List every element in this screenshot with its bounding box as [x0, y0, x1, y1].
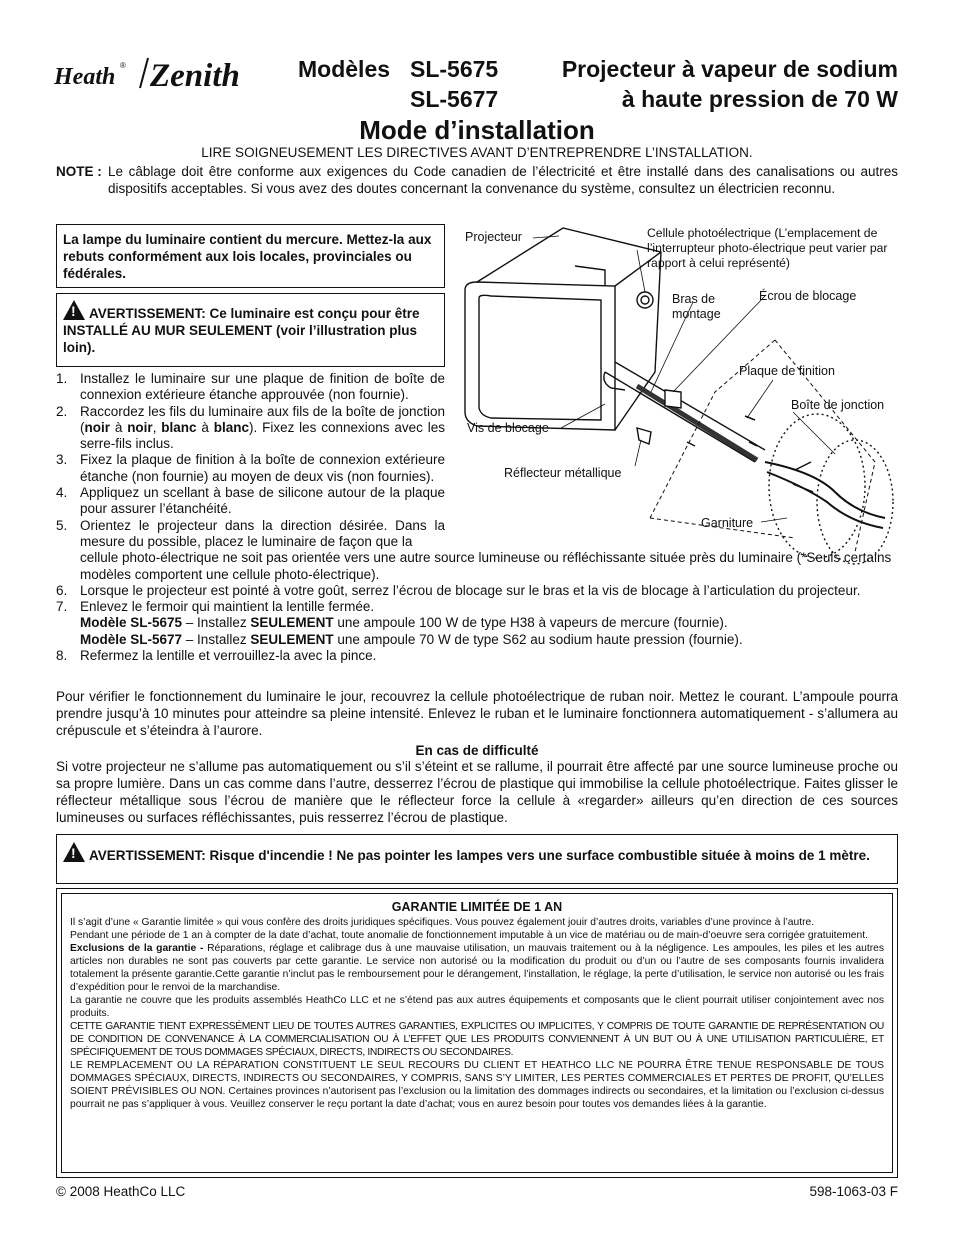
- product-line-2: à haute pression de 70 W: [621, 86, 898, 112]
- warranty-title: GARANTIE LIMITÉE DE 1 AN: [391, 900, 563, 914]
- warranty-p6: LE REMPLACEMENT OU LA RÉPARATION CONSTITUENT LE SEUL RECOURS DU CLIENT ET HEATHCO LLC NE POURRA ÊTRE TENUE RESPONSABLE DE TOUS DOMMAGES SPÉCIAUX, DIRECTS, INDIRECTS OU SECONDAIRES, Y COMPRIS, SANS S’Y LIMITER, LES PERTES COMMERCIALES ET PERTES DE PROFIT, QU’ELLES SOIENT PRÉVISIBLES OU NON. Certaines provinces n’autorisent pas l’exclusion ou la limitation des dommages indirects ou secondaires, et la limitation ou l’exclusion ci-dessus pourrait ne pas s’appliquer à vous. Veuillez conserver le reçu portant la date d’achat; vous en aurez besoin pour toutes vos demandes liées à la garantie.: [70, 1060, 884, 1110]
- step-7: 7. Enlevez le fermoir qui maintient la lentille fermée. Modèle SL-5675 – Installez SEULEMENT une ampoule 100 W de type H38 à vapeurs de mercure (fournie). Modèle SL-5677 – Installez SEULEMENT une ampoule 70 W de type S62 au sodium haute pression (fournie).: [56, 599, 743, 647]
- label-mounting-arm: Bras de montage: [672, 292, 721, 321]
- model-numbers: [298, 54, 498, 114]
- warning-icon: [63, 300, 85, 320]
- product-line-1: Projecteur à vapeur de sodium: [561, 56, 898, 82]
- difficulty-title: En cas de difficulté: [415, 743, 539, 758]
- label-photocell: Cellule photoélectrique (L’emplacement de l’interrupteur photo-électrique peut varier par rapport à celui représenté): [647, 226, 888, 270]
- mercury-box: La lampe du luminaire contient du mercure. Mettez-la aux rebuts conformément aux lois locales, provinciales ou fédérales.: [56, 224, 445, 288]
- warranty-p1: Il s’agit d’une « Garantie limitée » qui vous confère des droits juridiques spécifiques. Vous pouvez également jouir d’autres droits, variables d’une province à l’autre.: [70, 917, 815, 928]
- note: [56, 163, 898, 197]
- wall-mount-warning: [56, 293, 445, 367]
- models-label: Modèles: [298, 56, 391, 82]
- read-first-notice: LIRE SOIGNEUSEMENT LES DIRECTIVES AVANT D’ENTREPRENDRE L’INSTALLATION.: [201, 145, 753, 160]
- installation-diagram: [455, 222, 900, 567]
- warranty-p2: Pendant une période de 1 an à compter de la date d’achat, toute anomalie de fonctionnement imputable à un vice de matériau ou de main-d’oeuvre sera corrigée gratuitement.: [70, 930, 868, 941]
- copyright: © 2008 HeathCo LLC: [56, 1184, 186, 1199]
- part-number: 598-1063-03 F: [809, 1184, 898, 1199]
- svg-text:®: ®: [120, 61, 126, 70]
- product-title: [534, 54, 898, 114]
- heath-zenith-logo: [54, 52, 266, 94]
- label-lock-screw: Vis de blocage: [467, 421, 549, 435]
- svg-text:Heath: Heath: [54, 64, 116, 90]
- fire-warning-text: AVERTISSEMENT: Risque d'incendie ! Ne pas pointer les lampes vers une surface combustible située à moins de 1 mètre.: [89, 848, 870, 863]
- step-2: 2. Raccordez les fils du luminaire aux fils de la boîte de jonction (noir à noir, blanc à blanc). Fixez les connexions avec les serre-fils inclus.: [56, 403, 445, 452]
- step-3: 3. Fixez la plaque de finition à la boîte de connexion extérieure étanche (non fournie) au moyen de deux vis (non fournies).: [56, 452, 445, 484]
- warranty-p3: Exclusions de la garantie - Réparations, réglage et calibrage dus à une mauvaise utilisation, un mauvais traitement ou à la négligence. Les ampoules, les piles et les autres articles non durables ne sont pas couverts par cette garantie. Le service non autorisé ou la modification du produit ou d’un ou l’autre de ses composants fournis invalidera totalement la présente garantie.Cette garantie n’inclut pas le remboursement pour le dérangement, l’installation, le réglage, la perte d’utilisation, le service non autorisé ou les frais d’expédition pour le renvoi de la marchandise.: [70, 943, 884, 993]
- step-4: 4. Appliquez un scellant à base de silicone autour de la plaque pour assurer l’étanchéité.: [56, 485, 445, 517]
- label-gasket: Garniture: [701, 516, 754, 530]
- note-label: NOTE :: [56, 164, 102, 179]
- step-6: 6. Lorsque le projecteur est pointé à votre goût, serrez l’écrou de blocage sur le bras et la vis de blocage à l’articulation du projecteur.: [56, 582, 861, 598]
- model-sl-5675: SL-5675: [410, 56, 499, 82]
- floodlight-illustration: [455, 222, 900, 567]
- warranty-box: [56, 888, 898, 1178]
- label-reflector: Réflecteur métallique: [504, 466, 622, 480]
- label-cover-plate: Plaque de finition: [739, 364, 835, 378]
- step-5: 5. Orientez le projecteur dans la direction désirée. Dans la mesure du possible, placez le luminaire de façon que la cellule photo-électrique ne soit pas orientée vers une autre source lumineuse ou réfléchissante située près du luminaire (*Seuls certains modèles comportent une cellule photo-électrique).: [56, 517, 892, 582]
- label-junction-box: Boîte de jonction: [791, 398, 885, 412]
- svg-text:Zenith: Zenith: [150, 58, 240, 94]
- model-sl-5677: SL-5677: [410, 86, 499, 112]
- difficulty-text: Si votre projecteur ne s’allume pas automatiquement ou s’il s’éteint et se rallume, il pourrait être affecté par une source lumineuse proche ou sa propre lumière. Dans un cas comme dans l’autre, desserrez l’écrou de plastique qui immobilise la cellule photoélectrique. Faites glisser le réflecteur métallique sous l’écrou de manière que le réflecteur force la cellule à «regarder» ailleurs qu’en direction de ces sources lumineuses ou surfaces réfléchissantes, puis resserrez l’écrou de plastique.: [56, 759, 898, 825]
- warning-text: AVERTISSEMENT: Ce luminaire est conçu pour être INSTALLÉ AU MUR SEULEMENT (voir l’illustration plus loin).: [63, 306, 420, 355]
- check-paragraph: Pour vérifier le fonctionnement du luminaire le jour, recouvrez la cellule photoélectrique de ruban noir. Mettez le courant. L’ampoule pourra prendre jusqu’à 10 minutes pour atteindre sa pleine intensité. Enlevez le ruban et le luminaire fonctionnera automatiquement - s’allumera au crépuscule et s’éteindra à l’aurore.: [56, 689, 898, 738]
- warning-icon: [63, 842, 85, 862]
- fire-warning: [56, 834, 898, 884]
- label-locknut: Écrou de blocage: [759, 289, 857, 303]
- warranty-p5: CETTE GARANTIE TIENT EXPRESSÉMENT LIEU DE TOUTES AUTRES GARANTIES, EXPLICITES OU IMPLICITES, Y COMPRIS DE TOUTE GARANTIE DE REPRÉSENTATION OU DE CONDITION DE CONVENANCE À LA COMMERCIALISATION OU À L’EFFET QUE LES PRODUITS CONVIENNENT À UN BUT OU À UNE UTILISATION PARTICULIÈRE, ET SPÉCIFIQUEMENT DE TOUS DOMMAGES SPÉCIAUX, DIRECTS, INDIRECTS OU SECONDAIRES.: [70, 1021, 884, 1058]
- page-title: Mode d’installation: [359, 115, 595, 145]
- label-projector: Projecteur: [465, 230, 522, 244]
- warranty-p4: La garantie ne couvre que les produits assemblés HeathCo LLC et ne s’étend pas aux autres équipements et composants que le client pourrait utiliser conjointement avec nos produits.: [70, 995, 884, 1019]
- step-1: 1. Installez le luminaire sur une plaque de finition de boîte de connexion extérieure étanche approuvée (non fournie).: [56, 371, 445, 403]
- step-8: 8. Refermez la lentille et verrouillez-la avec la pince.: [56, 648, 377, 664]
- note-text: Le câblage doit être conforme aux exigences du Code canadien de l’électricité et être installé dans des canalisations ou autres dispositifs acceptables. Si vous avez des doutes concernant la convenance du système, consultez un électricien reconnu.: [108, 164, 898, 196]
